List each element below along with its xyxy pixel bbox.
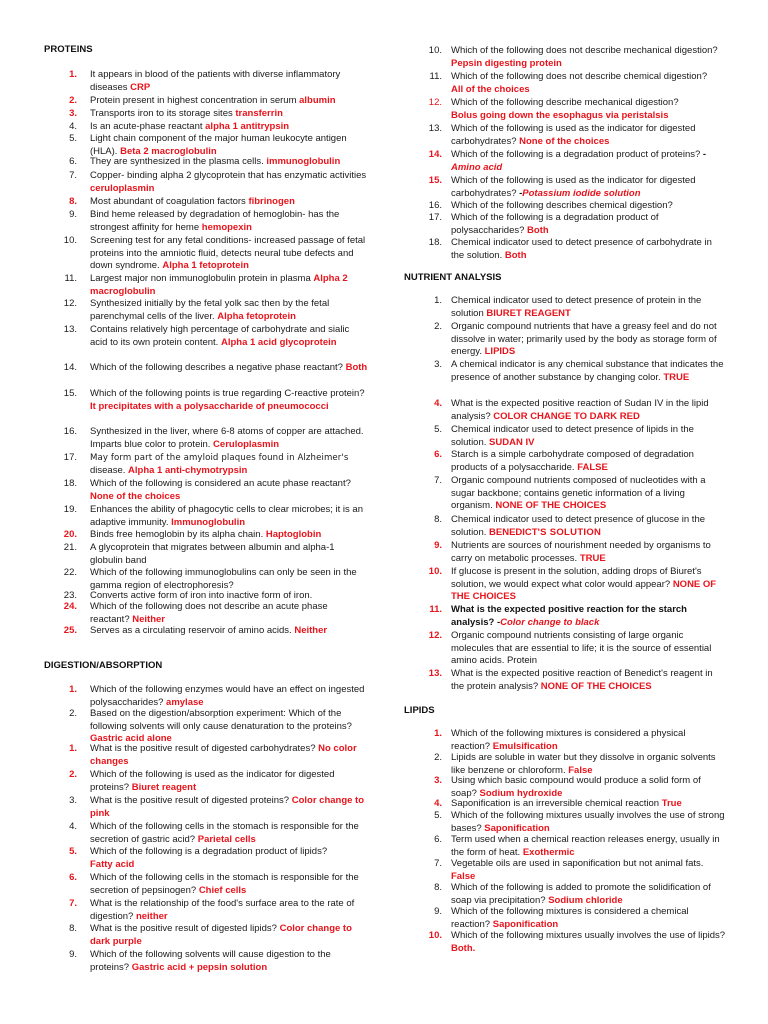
answer-text: Sodium hydroxide (479, 787, 563, 799)
question-text: Most abundant of coagulation factors (90, 196, 246, 207)
question-text: Which of the following does not describe mechanical digestion? (451, 45, 718, 56)
item-text (451, 882, 727, 907)
question-text: What is the positive result of digested carbohydrates? (90, 743, 316, 754)
question-text: Which of the following is a degradation product of proteins? (451, 149, 701, 160)
item-text (451, 858, 727, 883)
item-text (90, 133, 368, 158)
item-number: 7. (434, 475, 442, 486)
question-text: Which of the following enzymes would have an effect on ingested polysaccharides? (90, 684, 365, 708)
item-number: 7. (434, 858, 442, 869)
answer-text: Parietal cells (197, 833, 256, 845)
item-text (451, 798, 727, 811)
item-number: 8. (69, 923, 77, 934)
answer-text: FALSE (577, 461, 608, 473)
item-number: 4. (69, 821, 77, 832)
answer-text: Exothermic (522, 846, 575, 858)
answer-text: None of the choices (519, 135, 610, 147)
item-text (451, 71, 727, 96)
item-text (451, 810, 727, 835)
item-text (451, 97, 727, 122)
answer-text: Alpha 1 fetoprotein (162, 260, 249, 272)
item-text (90, 388, 368, 413)
question-text: Which of the following cells in the stomach is responsible for the secretion of gastric acid? (90, 821, 359, 845)
item-number: 7. (69, 170, 77, 181)
question-text: Which of the following does not describe chemical digestion? (451, 71, 708, 82)
question-text: Binds free hemoglobin by its alpha chain. (90, 529, 264, 540)
item-text (451, 237, 727, 262)
item-number: 25. (63, 625, 77, 636)
item-text (451, 930, 727, 955)
question-text: What is the positive result of digested proteins? (90, 795, 290, 806)
item-number: 1. (434, 728, 442, 739)
item-text (451, 398, 727, 423)
item-text (451, 540, 727, 565)
answer-text: hemopexin (201, 221, 252, 233)
item-text (90, 196, 368, 209)
item-text (90, 235, 368, 273)
item-number: 1. (69, 743, 77, 754)
item-text (451, 321, 727, 359)
item-number: 9. (69, 209, 77, 220)
question-text: disease. (90, 464, 126, 476)
answer-text: Saponification (484, 822, 550, 834)
question-text: Which of the following does not describe an acute phase reactant? (90, 601, 328, 625)
answer-text: It precipitates with a polysaccharide of pneumococci (90, 400, 329, 412)
item-text (90, 743, 368, 768)
question-text: Bind heme released by degradation of hemoglobin- has the strongest affinity for heme (90, 209, 340, 233)
item-number: 3. (434, 359, 442, 370)
question-text: They are synthesized in the plasma cells. (90, 156, 264, 167)
question-text: Which of the following describes a negative phase reactant? (90, 362, 343, 373)
question-text: - (496, 616, 501, 628)
answer-text: albumin (299, 95, 336, 106)
question-text: Saponification is an irreversible chemical reaction (451, 798, 660, 809)
item-text (90, 898, 368, 923)
item-number: 4. (69, 121, 77, 132)
question-text: Copper- binding alpha 2 glycoprotein that has enzymatic activities (90, 170, 367, 181)
question-text: A chemical indicator is any chemical substance that indicates the presence of another substance by changing color. (451, 359, 724, 383)
item-text (90, 708, 368, 746)
answer-text: No color changes (90, 743, 357, 767)
item-number: 24. (63, 601, 77, 612)
item-number: 10. (428, 45, 442, 56)
question-text: Which of the following is used as the indicator for digested carbohydrates? (451, 123, 696, 147)
item-number: 2. (434, 752, 442, 763)
item-number: 13. (428, 123, 442, 134)
question-text: Chemical indicator used to detect presence of carbohydrate in the solution. (451, 237, 712, 261)
item-number: 3. (69, 795, 77, 806)
answer-text: TRUE (663, 371, 690, 383)
answer-text: Potassium iodide solution (522, 187, 641, 199)
item-number: 13. (428, 668, 442, 679)
item-text (90, 170, 368, 195)
item-text (90, 209, 368, 234)
section-title-proteins: PROTEINS (44, 44, 93, 55)
item-number: 1. (69, 684, 77, 695)
item-number: 6. (434, 834, 442, 845)
item-text (451, 424, 727, 449)
answer-text: Immunoglobulin (171, 516, 246, 528)
answer-text: Haptoglobin (265, 529, 322, 540)
question-text: Serves as a circulating reservoir of amino acids. (90, 625, 292, 636)
answer-text: SUDAN IV (489, 436, 535, 448)
item-number: 2. (434, 321, 442, 332)
item-number: 21. (63, 542, 77, 553)
item-number: 18. (428, 237, 442, 248)
answer-text: fibrinogen (248, 196, 295, 207)
item-number: 8. (434, 882, 442, 893)
answer-text: Pepsin digesting protein (451, 57, 562, 69)
question-text: What is the expected positive reaction for the starch analysis? (451, 604, 687, 628)
question-text: Which of the following mixtures is considered a physical reaction? (451, 728, 686, 752)
answer-text: Both (504, 249, 527, 261)
item-number: 10. (428, 566, 442, 577)
item-text (451, 906, 727, 931)
item-number: 10. (63, 235, 77, 246)
item-number: 7. (69, 898, 77, 909)
item-text (451, 45, 727, 70)
item-number: 9. (69, 949, 77, 960)
item-text (90, 273, 368, 298)
question-text: Largest major non immunoglobulin protein in plasma (90, 273, 311, 284)
question-text: May form part of the amyloid plaques found in Alzheimer's (90, 453, 349, 463)
item-number: 5. (434, 810, 442, 821)
question-text: Organic compound nutrients consisting of large organic molecules that are essential to life; it is the source of essential amino acids. Protein (451, 630, 712, 667)
question-text: Based on the digestion/absorption experiment: Which of the following solvents will only cause denaturation to the proteins? (90, 708, 352, 732)
question-text: Converts active form of iron into inactive form of iron. (90, 590, 313, 601)
item-number: 14. (428, 149, 442, 160)
item-number: 3. (69, 108, 77, 119)
item-text (90, 684, 368, 709)
item-number: 9. (434, 540, 442, 551)
answer-text: Color change to black (500, 616, 600, 628)
item-text (90, 452, 368, 477)
question-text: What is the expected positive reaction of Sudan IV in the lipid analysis? (451, 398, 709, 422)
item-number: 1. (434, 295, 442, 306)
answer-text: neither (135, 910, 168, 922)
answer-text: Alpha 2 macroglobulin (90, 273, 348, 297)
question-text: Which of the following cells in the stomach is responsible for the secretion of pepsinogen? (90, 872, 359, 896)
item-text (451, 834, 727, 859)
item-number: 15. (428, 175, 442, 186)
answer-text: COLOR CHANGE TO DARK RED (493, 410, 640, 422)
question-text: What is the positive result of digested lipids? (90, 923, 277, 934)
item-text (451, 514, 727, 539)
item-number: 5. (434, 424, 442, 435)
item-number: 6. (69, 872, 77, 883)
question-text: A glycoprotein that migrates between albumin and alpha-1 globulin band (90, 542, 335, 566)
item-number: 11. (64, 273, 77, 284)
answer-text: Sodium chloride (548, 894, 623, 906)
question-text: Nutrients are sources of nourishment needed by organisms to carry on metabolic processes. (451, 540, 711, 564)
answer-text: Gastric acid alone (90, 733, 172, 745)
item-number: 6. (434, 449, 442, 460)
item-number: 12. (63, 298, 77, 309)
item-text (90, 795, 368, 820)
item-text (451, 149, 727, 174)
answer-text: CRP (130, 81, 151, 93)
question-text: Chemical indicator used to detect presence of protein in the solution (451, 295, 702, 319)
answer-text: NONE OF THE CHOICES (540, 680, 652, 692)
answer-text: Bolus going down the esophagus via peristalsis (451, 109, 669, 121)
item-number: 16. (428, 200, 442, 211)
answer-text: Emulsification (492, 740, 558, 752)
answer-text: Neither (294, 625, 328, 636)
item-number: 22. (63, 567, 77, 578)
item-text (90, 769, 368, 794)
item-number: 5. (69, 133, 77, 144)
item-text (451, 668, 727, 693)
item-text (451, 295, 727, 320)
item-number: 8. (69, 196, 77, 207)
item-number: 4. (434, 398, 442, 409)
answer-text: Color change to dark purple (90, 923, 352, 947)
item-number: 12. (428, 97, 442, 108)
answer-text: Color change to pink (90, 795, 365, 819)
question-text: It appears in blood of the patients with diverse inflammatory diseases (90, 69, 341, 93)
item-number: 15. (63, 388, 77, 399)
item-text (90, 872, 368, 897)
question-text: Synthesized initially by the fetal yolk sac then by the fetal parenchymal cells of the liver. (90, 298, 330, 322)
question-text: Which of the following describes chemical digestion? (451, 200, 673, 211)
answer-text: BENEDICT (489, 526, 538, 538)
item-text (90, 529, 368, 542)
item-text (90, 95, 368, 108)
question-text: Using which basic compound would produce a solid form of soap? (451, 775, 701, 799)
item-number: 6. (69, 156, 77, 167)
item-number: 19. (63, 504, 77, 515)
item-number: 17. (63, 452, 77, 463)
answer-text: Biuret reagent (131, 781, 197, 793)
answer-text: Saponification (492, 918, 559, 930)
item-number: 20. (63, 529, 77, 540)
question-text: Which of the following is a degradation product of polysaccharides? (451, 212, 659, 236)
answer-text: Both. (451, 942, 476, 954)
question-text: Which of the following is a degradation product of lipids? (90, 846, 328, 857)
item-text (451, 604, 727, 629)
item-text (90, 542, 368, 567)
answer-text: True (661, 798, 682, 809)
item-text (90, 156, 368, 169)
item-text (90, 426, 368, 451)
answer-text: Alpha 1 acid glycoprotein (220, 336, 337, 348)
question-text: Starch is a simple carbohydrate composed of degradation products of a polysaccharide. (451, 449, 694, 473)
item-text (90, 821, 368, 846)
item-number: 23. (63, 590, 77, 601)
answer-text: immunoglobulin (266, 156, 341, 167)
item-number: 5. (69, 846, 77, 857)
question-text: Organic compound nutrients that have a greasy feel and do not dissolve in water; primarily used by the body as storage form of energy. (451, 321, 717, 358)
answer-text: None of the choices (90, 490, 181, 502)
answer-text: False (568, 764, 593, 776)
item-number: 10. (428, 930, 442, 941)
item-text (451, 449, 727, 474)
answer-text: Alpha 1 anti-chymotrypsin (128, 464, 248, 476)
question-text: Synthesized in the liver, where 6-8 atoms of copper are attached. Imparts blue color to protein. (90, 426, 364, 450)
question-text: Which of the following is added to promote the solidification of soap via precipitation? (451, 882, 711, 906)
answer-text: NONE OF THE CHOICES (495, 500, 607, 512)
item-number: 2. (69, 769, 77, 780)
item-number: 17. (428, 212, 442, 223)
question-text: Term used when a chemical reaction releases energy, usually in the form of heat. (451, 834, 720, 858)
item-number: 3. (434, 775, 442, 786)
item-number: 2. (69, 95, 77, 106)
item-text (451, 775, 727, 800)
question-text: If glucose is present in the solution, adding drops of Biuret's solution, we would expect what color would appear? (451, 566, 702, 590)
item-text (90, 298, 368, 323)
item-number: 11. (429, 604, 442, 615)
answer-text: Beta 2 macroglobulin (120, 145, 217, 157)
item-text (90, 567, 368, 592)
question-text: Contains relatively high percentage of carbohydrate and sialic acid to its own protein content. (90, 324, 350, 348)
answer-text: TRUE (579, 552, 606, 564)
question-text: Screening test for any fetal conditions- increased passage of fetal proteins into the amniotic fluid, detects neural tube defects and down syndrome. (90, 235, 366, 272)
item-text (90, 601, 368, 626)
item-text (90, 478, 368, 503)
question-text: Which of the following points is true regarding C-reactive protein? (90, 388, 365, 399)
question-text: Protein present in highest concentration in serum (90, 95, 297, 106)
question-text: - (519, 187, 523, 199)
answer-text: Chief cells (198, 884, 247, 896)
item-text (90, 69, 368, 94)
question-text: Which of the following describe mechanical digestion? (451, 97, 679, 108)
question-text: What is the expected positive reaction of Benedict's reagent in the protein analysis? (451, 668, 713, 692)
answer-text: Ceruloplasmin (213, 438, 280, 450)
item-text (90, 846, 368, 871)
answer-text: All of the choices (451, 83, 530, 95)
answer-text: 'S SOLUTION (537, 526, 602, 538)
question-text: Which of the following mixtures usually involves the use of strong bases? (451, 810, 725, 834)
item-text (451, 359, 727, 384)
question-text: Which of the following is considered an acute phase reactant? (90, 478, 351, 489)
item-text (451, 752, 727, 777)
item-number: 13. (63, 324, 77, 335)
answer-text: Both (345, 362, 368, 373)
item-number: 18. (63, 478, 77, 489)
answer-text: Both (527, 224, 549, 236)
item-text (451, 123, 727, 148)
answer-text: Alpha fetoprotein (217, 310, 296, 322)
item-text (451, 175, 727, 200)
item-text (451, 566, 727, 604)
item-number: 9. (434, 906, 442, 917)
item-text (90, 121, 368, 134)
item-text (90, 504, 368, 529)
item-text (451, 630, 727, 668)
answer-text: Neither (132, 613, 165, 625)
item-text (90, 923, 368, 948)
item-number: 12. (428, 630, 442, 641)
answer-text: NONE OF THE CHOICES (451, 578, 717, 603)
question-text: Chemical indicator used to detect presence of lipids in the solution. (451, 424, 694, 448)
question-text: Transports iron to its storage sites (90, 108, 233, 119)
item-number: 16. (63, 426, 77, 437)
question-text: Vegetable oils are used in saponification but not animal fats. (451, 858, 704, 869)
item-number: 1. (69, 69, 77, 80)
item-text (90, 625, 368, 638)
answer-text: Amino acid (451, 161, 503, 173)
section-title-nutrient-analysis: NUTRIENT ANALYSIS (404, 272, 502, 283)
question-text: Which of the following is used as the indicator for digested carbohydrates? (451, 175, 696, 199)
answer-text: BIURET REAGENT (486, 307, 571, 319)
item-text (90, 108, 368, 121)
question-text: Which of the following mixtures usually involves the use of lipids? (451, 930, 726, 941)
question-text: Which of the following mixtures is considered a chemical reaction? (451, 906, 689, 930)
answer-text: amylase (166, 696, 204, 708)
question-text: Which of the following is used as the indicator for digested proteins? (90, 769, 335, 793)
item-text (451, 212, 727, 237)
question-text: Lipids are soluble in water but they dissolve in organic solvents like benzene or chloroform. (451, 752, 716, 776)
item-number: 2. (69, 708, 77, 719)
question-text: What is the relationship of the food's surface area to the rate of digestion? (90, 898, 355, 922)
item-number: 8. (434, 514, 442, 525)
question-text: Light chain component of the major human leukocyte antigen (HLA). (90, 133, 347, 157)
item-text (451, 475, 727, 513)
answer-text: alpha 1 antitrypsin (205, 121, 290, 132)
item-text (90, 362, 368, 375)
answer-text: Gastric acid + pepsin solution (131, 961, 268, 973)
section-title-lipids: LIPIDS (404, 705, 435, 716)
item-number: 14. (63, 362, 77, 373)
question-text: Enhances the ability of phagocytic cells to clear microbes; it is an adaptive immunity. (90, 504, 363, 528)
answer-text: transferrin (235, 108, 283, 119)
item-number: 4. (434, 798, 442, 809)
answer-text: LIPIDS (484, 346, 516, 358)
question-text: Chemical indicator used to detect presence of glucose in the solution. (451, 514, 706, 538)
answer-text: ceruloplasmin (90, 182, 155, 194)
item-number: 11. (429, 71, 442, 82)
item-text (451, 728, 727, 753)
answer-text: False (451, 870, 476, 882)
section-title-digestion: DIGESTION/ABSORPTION (44, 660, 163, 671)
item-text (451, 200, 727, 213)
question-text: - (702, 149, 707, 160)
question-text: Organic compound nutrients composed of nucleotides with a sugar backbone; contains genetic information of a living organism. (451, 475, 706, 512)
question-text: Is an acute-phase reactant (90, 121, 203, 132)
answer-text: Fatty acid (90, 858, 135, 870)
question-text: Which of the following immunoglobulins can only be seen in the gamma region of electrophoresis? (90, 567, 357, 591)
question-text: Which of the following solvents will cause digestion to the proteins? (90, 949, 331, 973)
item-text (90, 324, 368, 349)
item-text (90, 949, 368, 974)
